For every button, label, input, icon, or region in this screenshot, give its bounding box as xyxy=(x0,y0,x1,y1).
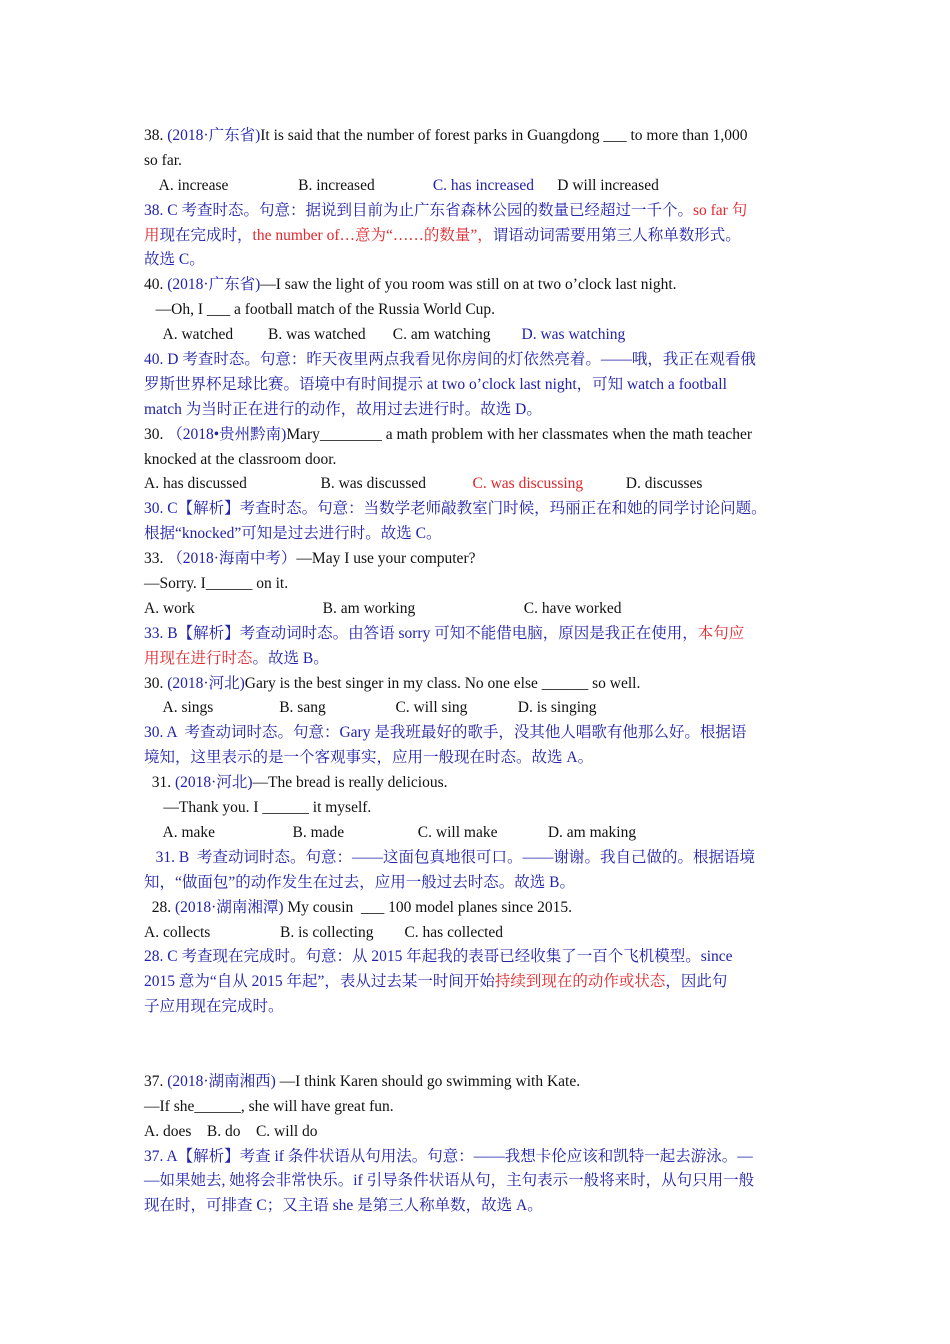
text-line xyxy=(144,224,824,249)
question-text: Mary________ a math problem with her classmates when the math teacher xyxy=(286,425,753,443)
text-line xyxy=(144,1194,824,1219)
answer-text: 40. D 考查时态。句意：昨天夜里两点我看见你房间的灯依然亮着。——哦，我正在观看俄 xyxy=(144,351,756,369)
question-text: D will increased xyxy=(534,176,659,194)
question-text: A. work B. am working C. have worked xyxy=(144,599,622,617)
text-line xyxy=(144,896,824,921)
question-text: A. does B. do C. will do xyxy=(144,1122,318,1140)
question-text: A. has discussed B. was discussed xyxy=(144,475,473,493)
answer-text: 现在时，可排查 C；又主语 she 是第三人称单数，故选 A。 xyxy=(144,1197,543,1215)
answer-text: match 为当时正在进行的动作，故用过去进行时。故选 D。 xyxy=(144,400,542,418)
question-text: —Sorry. I______ on it. xyxy=(144,575,289,593)
answer-text: (2018·湖南湘潭) xyxy=(175,898,284,916)
question-text: 31. xyxy=(144,774,175,792)
text-line xyxy=(144,871,824,896)
question-text: It is said that the number of forest parks in Guangdong ___ to more than 1,000 xyxy=(260,127,748,144)
text-line xyxy=(144,522,824,547)
answer-text: 故选 C。 xyxy=(144,251,205,269)
answer-text: 37. A【解析】考查 if 条件状语从句用法。句意：——我想卡伦应该和凯特一起去游泳。— xyxy=(144,1147,753,1165)
text-line xyxy=(144,572,824,597)
text-line xyxy=(144,1095,824,1120)
question-text: 38. xyxy=(144,127,168,144)
question-text: —I think Karen should go swimming with Kate. xyxy=(275,1072,581,1090)
answer-text: 根据“knocked”可知是过去进行时。故选 C。 xyxy=(144,525,442,543)
question-text: A. make B. made C. will make D. am making xyxy=(144,823,637,841)
text-line xyxy=(144,448,824,473)
question-text: A. collects B. is collecting C. has collected xyxy=(144,923,504,941)
highlight-text: 持续到现在的动作或状态 xyxy=(494,973,666,991)
answer-text: （2018•贵州黔南) xyxy=(167,425,287,443)
highlight-text: 用 xyxy=(144,226,160,244)
answer-text: —如果她去, 她将会非常快乐。if 引导条件状语从句，主句表示一般将来时，从句只用一般 xyxy=(144,1172,755,1190)
answer-text: (2018·广东省) xyxy=(167,127,261,144)
question-text: —May I use your computer? xyxy=(296,550,476,568)
text-line xyxy=(144,672,824,697)
question-text: —If she______, she will have great fun. xyxy=(144,1097,394,1115)
question-text: 30. xyxy=(144,425,168,443)
answer-text: ，因此句 xyxy=(665,973,728,991)
text-line xyxy=(144,248,824,273)
highlight-text: 本句应 xyxy=(697,624,745,642)
text-line xyxy=(144,348,824,373)
text-line xyxy=(144,995,824,1020)
question-text: so far. xyxy=(144,151,182,169)
highlight-text: C. was discussing xyxy=(472,475,584,493)
question-text: A. watched B. was watched C. am watching xyxy=(144,326,522,344)
question-text: knocked at the classroom door. xyxy=(144,450,337,468)
text-line xyxy=(144,323,824,348)
text-line xyxy=(144,547,824,572)
question-text: —Oh, I ___ a football match of the Russia World Cup. xyxy=(144,301,496,319)
text-line xyxy=(144,149,824,174)
text-line xyxy=(144,1020,824,1070)
question-text: 33. xyxy=(144,550,168,568)
question-text: A. sings B. sang C. will sing D. is singing xyxy=(144,699,597,717)
answer-text: 38. C 考查时态。句意：据说到目前为止广东省森林公园的数量已经超过一千个。 xyxy=(144,201,693,219)
text-line xyxy=(144,1169,824,1194)
answer-text: D. was watching xyxy=(521,326,626,344)
text-line xyxy=(144,945,824,970)
text-line xyxy=(144,298,824,323)
text-line xyxy=(144,622,824,647)
text-line xyxy=(144,199,824,224)
answer-text: (2018·广东省) xyxy=(167,276,261,294)
answer-text: (2018·河北) xyxy=(175,774,253,792)
highlight-text: the number of…意为“……的数量”， xyxy=(252,226,493,244)
text-line xyxy=(144,821,824,846)
text-line xyxy=(144,721,824,746)
text-line xyxy=(144,398,824,423)
text-line xyxy=(144,921,824,946)
text-line xyxy=(144,746,824,771)
question-text: 28. xyxy=(144,898,175,916)
answer-text: 28. C 考查现在完成时。句意：从 2015 年起我的表哥已经收集了一百个飞机模型。since xyxy=(144,948,733,966)
answer-text: (2018·湖南湘西) xyxy=(167,1072,276,1090)
answer-text: （2018·海南中考） xyxy=(167,550,297,568)
text-line xyxy=(144,472,824,497)
text-line xyxy=(144,1120,824,1145)
answer-text: 30. A 考查动词时态。句意：Gary 是我班最好的歌手，没其他人唱歌有他那么好。根据语 xyxy=(144,724,747,742)
text-line xyxy=(144,1070,824,1095)
highlight-text: so far 句 xyxy=(692,201,748,219)
answer-text: 31. B 考查动词时态。句意：——这面包真地很可口。——谢谢。我自己做的。根据语境 xyxy=(144,848,755,866)
answer-text: 33. B【解析】考查动词时态。由答语 sorry 可知不能借电脑，原因是我正在使用， xyxy=(144,624,698,642)
question-text: 37. xyxy=(144,1072,168,1090)
text-line xyxy=(144,423,824,448)
answer-text: 谓语动词需要用第三人称单数形式。 xyxy=(492,226,741,244)
highlight-text: 用现在进行时态 xyxy=(144,649,253,667)
answer-text: 境知，这里表示的是一个客观事实，应用一般现在时态。故选 A。 xyxy=(144,749,594,767)
answer-text: 子应用现在完成时。 xyxy=(144,998,284,1016)
text-line xyxy=(144,970,824,995)
answer-text: 30. C【解析】考查时态。句意：当数学老师敲教室门时候，玛丽正在和她的同学讨论问题。 xyxy=(144,500,767,518)
answer-text: 知，“做面包”的动作发生在过去，应用一般过去时态。故选 B。 xyxy=(144,873,575,891)
text-line xyxy=(144,846,824,871)
answer-text: 现在完成时， xyxy=(159,226,253,244)
question-text: 40. xyxy=(144,276,168,294)
text-line xyxy=(144,647,824,672)
text-line xyxy=(144,696,824,721)
question-text: 30. xyxy=(144,674,168,692)
question-text: Gary is the best singer in my class. No one else ______ so well. xyxy=(244,674,641,692)
question-text: —I saw the light of you room was still on at two o’clock last night. xyxy=(260,276,677,294)
answer-text: 罗斯世界杯足球比赛。语境中有时间提示 at two o’clock last night，可知 watch a football xyxy=(144,375,727,393)
question-text: A. increase B. increased xyxy=(144,176,433,194)
answer-text: 2015 意为“自从 2015 年起”，表从过去某一时间开始 xyxy=(144,973,495,991)
answer-text: (2018·河北) xyxy=(167,674,245,692)
text-line xyxy=(144,1145,824,1170)
text-line xyxy=(144,273,824,298)
text-line xyxy=(144,597,824,622)
text-line xyxy=(144,796,824,821)
text-line xyxy=(144,174,824,199)
text-line xyxy=(144,497,824,522)
question-text: —Thank you. I ______ it myself. xyxy=(144,799,372,817)
question-text: D. discusses xyxy=(583,475,703,493)
question-text: My cousin ___ 100 model planes since 2015. xyxy=(283,898,572,916)
text-line xyxy=(144,373,824,398)
answer-text: 。故选 B。 xyxy=(252,649,329,667)
text-line xyxy=(144,124,824,149)
document-page xyxy=(144,124,824,1219)
answer-text: C. has increased xyxy=(432,176,534,194)
text-line xyxy=(144,771,824,796)
question-text: —The bread is really delicious. xyxy=(252,774,448,792)
